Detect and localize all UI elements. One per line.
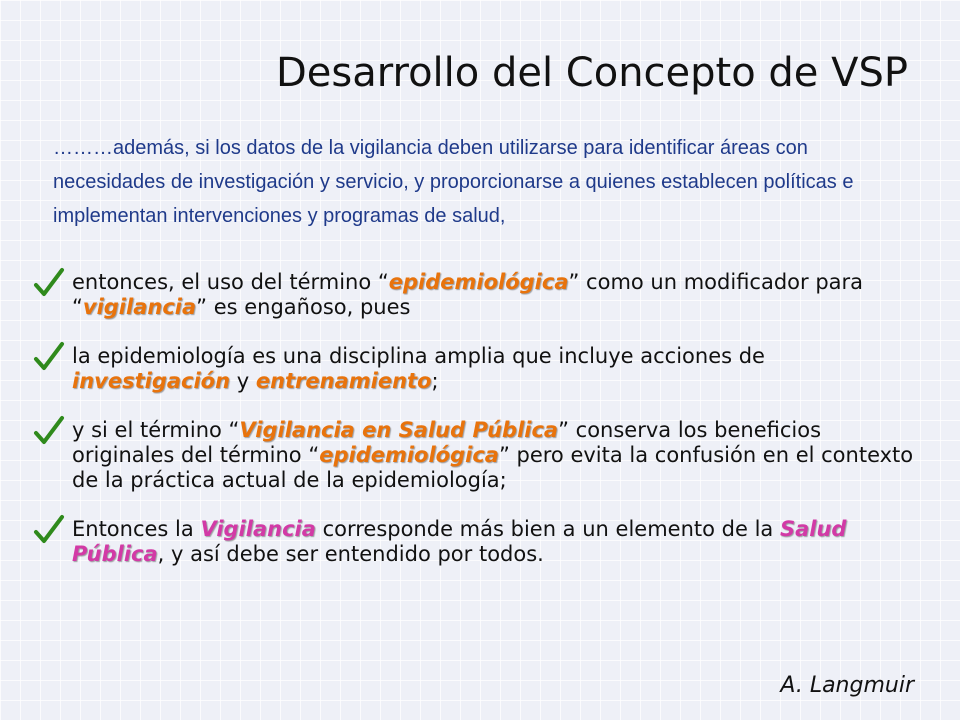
bullet-text: ” como un modificador para “	[72, 270, 864, 319]
bullet-text: entonces, el uso del término “	[72, 270, 389, 294]
bullet-text: ” es engañoso, pues	[196, 295, 411, 319]
bullet-text: y si el término “	[72, 418, 240, 442]
checkmark-icon	[32, 266, 66, 300]
bullet-text: ” pero evita la confusión en el contexto de la práctica actual de la epidemiología;	[72, 443, 914, 492]
checkmark-icon	[32, 340, 66, 374]
highlight-term: epidemiológica	[319, 443, 499, 467]
bullet-item	[28, 270, 928, 320]
bullet-text: ;	[431, 369, 439, 393]
checkmark-icon	[32, 414, 66, 448]
highlight-term: investigación	[72, 369, 231, 393]
highlight-term: Vigilancia en Salud Pública	[239, 418, 559, 442]
author-attribution: A. Langmuir	[780, 673, 914, 698]
slide-title: Desarrollo del Concepto de VSP	[276, 50, 908, 96]
checkmark-icon	[32, 513, 66, 547]
bullet-text: la epidemiología es una disciplina amplia que incluye acciones de	[72, 344, 765, 368]
bullet-item	[28, 517, 928, 567]
highlight-term: epidemiológica	[388, 270, 569, 294]
bullet-item	[28, 344, 928, 394]
bullet-text: corresponde más bien a un elemento de la	[315, 517, 780, 541]
highlight-term: vigilancia	[82, 295, 197, 319]
bullet-item	[28, 418, 928, 493]
highlight-term: entrenamiento	[255, 369, 432, 393]
bullet-text: y	[230, 369, 256, 393]
bullet-text: ” conserva los beneficios originales del término “	[72, 418, 822, 467]
bullet-list	[28, 270, 928, 567]
highlight-term: Vigilancia	[200, 517, 316, 541]
intro-paragraph: ………además, si los datos de la vigilancia deben utilizarse para identificar áreas con necesidades de investigación y servicio, y proporcionarse a quienes establecen políticas e implementan intervenciones y programas de salud,	[53, 137, 854, 227]
bullet-text: Entonces la	[72, 517, 201, 541]
bullet-text: , y así debe ser entendido por todos.	[157, 542, 544, 566]
highlight-term: Salud Pública	[72, 517, 847, 566]
